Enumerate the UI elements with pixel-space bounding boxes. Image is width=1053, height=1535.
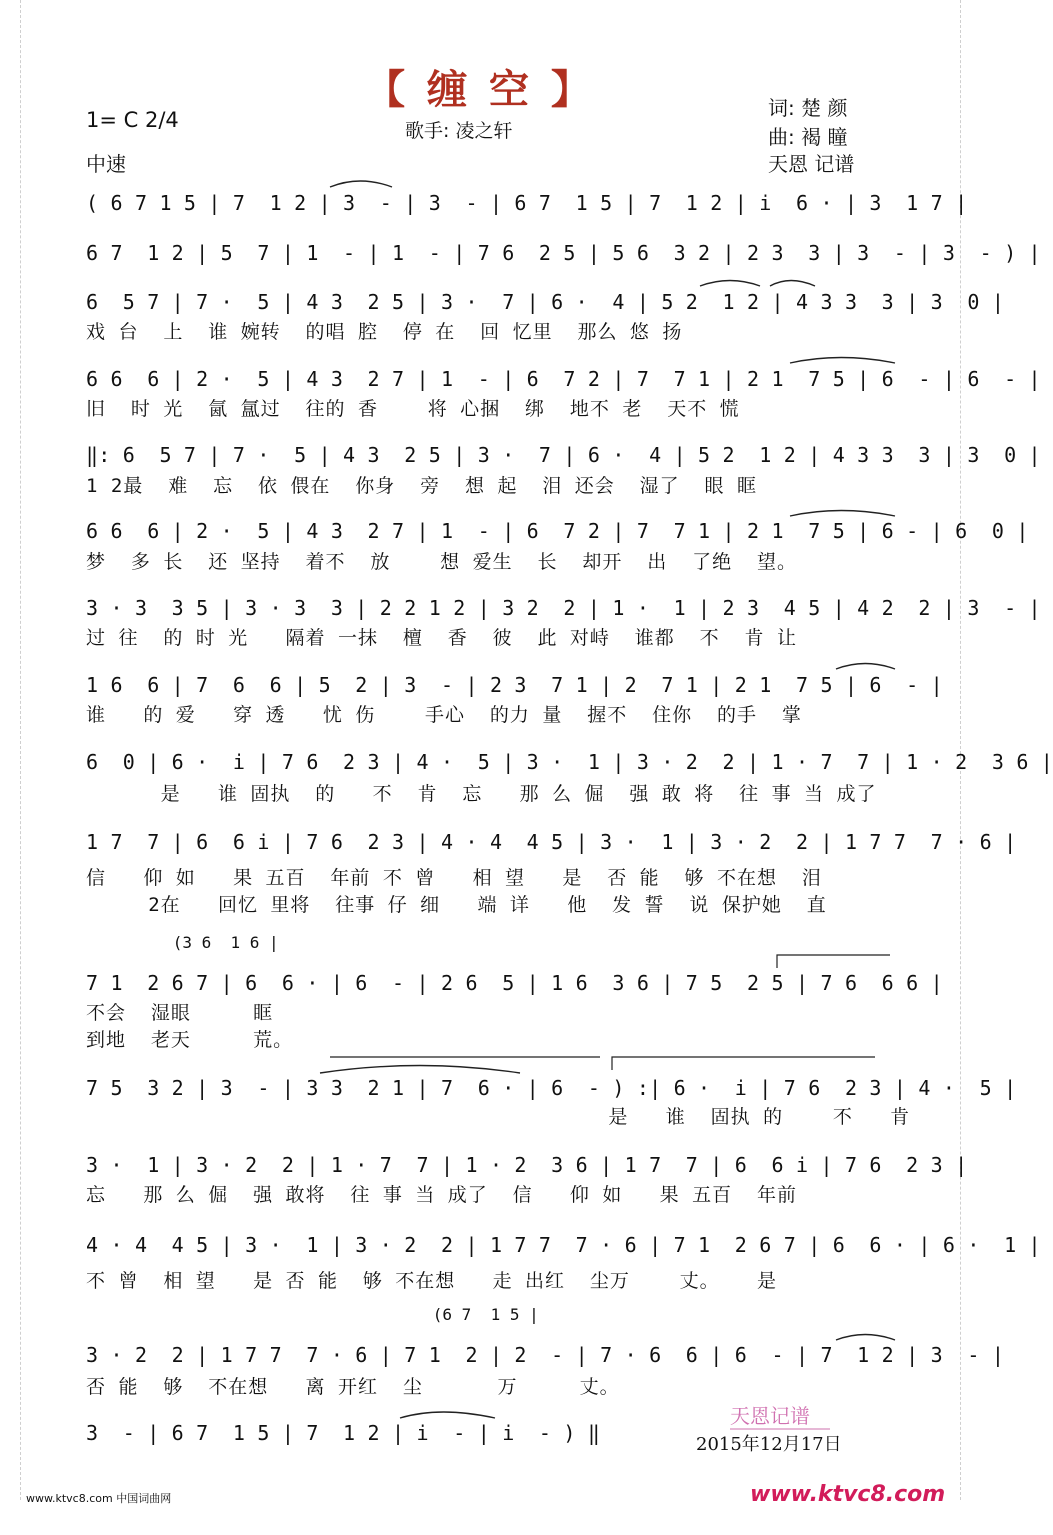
score-line-notes: 1 7 7 | 6 6 i | 7 6 2 3 | 4 · 4 4 5 | 3 · 1 | 3 · 2 2 | 1 7 7 7 · 6 | <box>86 830 1017 854</box>
score-line-notes: ( 6 7 1 5 | 7 1 2 | 3 - | 3 - | 6 7 1 5 | 7 1 2 | i 6 · | 3 1 7 | <box>86 191 968 215</box>
slur <box>330 181 392 187</box>
left-margin-strip <box>0 0 21 1500</box>
transcriber-stamp: 天恩记谱 <box>730 1400 830 1430</box>
singer-credit: 歌手: 凌之轩 <box>405 120 513 142</box>
score-line-notes: 7 5 3 2 | 3 - | 3 3 2 1 | 7 6 · | 6 - ) :| 6 · i | 7 6 2 3 | 4 · 5 | <box>86 1076 1017 1100</box>
slur <box>836 664 895 670</box>
instrumental-annotation: (6 7 1 5 | <box>86 1305 539 1324</box>
slur <box>770 281 815 287</box>
score-line-lyrics: 梦 多 长 还 坚持 着不 放 想 爱生 长 却开 出 了绝 望。 <box>86 551 797 573</box>
score-line-notes: 6 7 1 2 | 5 7 | 1 - | 1 - | 7 6 2 5 | 5 6 3 2 | 2 3 3 | 3 - | 3 - ) | <box>86 241 1041 265</box>
key-signature: 1= C 2/4 <box>86 108 179 132</box>
score-line-lyrics: 否 能 够 不在想 离 开红 尘 万 丈。 <box>86 1376 620 1398</box>
score-line-lyrics: 信 仰 如 果 五百 年前 不 曾 相 望 是 否 能 够 不在想 泪 <box>86 867 822 889</box>
slur <box>700 281 760 287</box>
score-line-notes: 6 5 7 | 7 · 5 | 4 3 2 5 | 3 · 7 | 6 · 4 | 5 2 1 2 | 4 3 3 3 | 3 0 | <box>86 290 1005 314</box>
score-line-notes: 6 0 | 6 · i | 7 6 2 3 | 4 · 5 | 3 · 1 | 3 · 2 2 | 1 · 7 7 | 1 · 2 3 6 | <box>86 750 1053 774</box>
song-title: 【 缠 空 】 <box>365 66 595 113</box>
score-line-notes: 1 6 6 | 7 6 6 | 5 2 | 3 - | 2 3 7 1 | 2 7 1 | 2 1 7 5 | 6 - | <box>86 673 943 697</box>
transcriber-credit: 天恩 记谱 <box>768 152 855 176</box>
score-line-notes: 6 6 6 | 2 · 5 | 4 3 2 7 | 1 - | 6 7 2 | 7 7 1 | 2 1 7 5 | 6 - | 6 - | <box>86 367 1041 391</box>
instrumental-annotation: (3 6 1 6 | <box>86 933 279 952</box>
score-line-notes: 6 6 6 | 2 · 5 | 4 3 2 7 | 1 - | 6 7 2 | 7 7 1 | 2 1 7 5 | 6 - | 6 0 | <box>86 519 1029 543</box>
score-line-lyrics: 是 谁 固执 的 不 肯 <box>86 1106 911 1128</box>
composer-credit: 曲: 褐 瞳 <box>768 125 848 149</box>
score-line-notes: 7 1 2 6 7 | 6 6 · | 6 - | 2 6 5 | 1 6 3 6 | 7 5 2 5 | 7 6 6 6 | <box>86 971 943 995</box>
score-line-notes: 3 · 1 | 3 · 2 2 | 1 · 7 7 | 1 · 2 3 6 | 1 7 7 | 6 6 i | 7 6 2 3 | <box>86 1153 968 1177</box>
score-line-notes: 4 · 4 4 5 | 3 · 1 | 3 · 2 2 | 1 7 7 7 · 6 | 7 1 2 6 7 | 6 6 · | 6 · 1 | <box>86 1233 1041 1257</box>
score-line-lyrics: 过 往 的 时 光 隔着 一抹 檀 香 彼 此 对峙 谁都 不 肯 让 <box>86 627 797 649</box>
score-line-lyrics: 1 2最 难 忘 依 偎在 你身 旁 想 起 泪 还会 湿了 眼 眶 <box>86 475 757 497</box>
footer-site-logo: www.ktvc8.com <box>750 1482 946 1507</box>
score-line-notes: 3 - | 6 7 1 5 | 7 1 2 | i - | i - ) ‖ <box>86 1421 601 1445</box>
score-line-lyrics: 是 谁 固执 的 不 肯 忘 那 么 倔 强 敢 将 往 事 当 成了 <box>86 783 877 805</box>
footer-site-text: www.ktvc8.com 中国词曲网 <box>26 1492 172 1505</box>
transcription-date: 2015年12月17日 <box>696 1434 842 1455</box>
tempo-marking: 中速 <box>86 152 126 176</box>
score-line-notes: 3 · 2 2 | 1 7 7 7 · 6 | 7 1 2 | 2 - | 7 · 6 6 | 6 - | 7 1 2 | 3 - | <box>86 1343 1005 1367</box>
score-line-lyrics: 不会 湿眼 眶 <box>86 1002 274 1024</box>
score-line-lyrics-verse-2: 2在 回忆 里将 往事 仔 细 端 详 他 发 誓 说 保护她 直 <box>86 894 827 916</box>
score-line-notes: ‖: 6 5 7 | 7 · 5 | 4 3 2 5 | 3 · 7 | 6 · 4 | 5 2 1 2 | 4 3 3 3 | 3 0 | <box>86 443 1041 467</box>
slur <box>790 358 895 364</box>
volta-bracket-1 <box>777 955 890 968</box>
score-line-lyrics: 旧 时 光 氤 氲过 往的 香 将 心捆 绑 地不 老 天不 慌 <box>86 398 740 420</box>
score-line-lyrics: 忘 那 么 倔 强 敢将 往 事 当 成了 信 仰 如 果 五百 年前 <box>86 1184 797 1206</box>
score-line-notes: 3 · 3 3 5 | 3 · 3 3 | 2 2 1 2 | 3 2 2 | 1 · 1 | 2 3 4 5 | 4 2 2 | 3 - | <box>86 596 1041 620</box>
score-line-lyrics: 谁 的 爱 穿 透 忧 伤 手心 的力 量 握不 住你 的手 掌 <box>86 704 802 726</box>
lyricist-credit: 词: 楚 颜 <box>768 96 848 120</box>
slur <box>320 1066 520 1074</box>
score-line-lyrics: 不 曾 相 望 是 否 能 够 不在想 走 出红 尘万 丈。 是 <box>86 1270 777 1292</box>
score-line-lyrics: 戏 台 上 谁 婉转 的唱 腔 停 在 回 忆里 那么 悠 扬 <box>86 321 683 343</box>
score-line-lyrics-verse-2: 到地 老天 荒。 <box>86 1029 294 1051</box>
volta-bracket-2 <box>612 1057 875 1070</box>
